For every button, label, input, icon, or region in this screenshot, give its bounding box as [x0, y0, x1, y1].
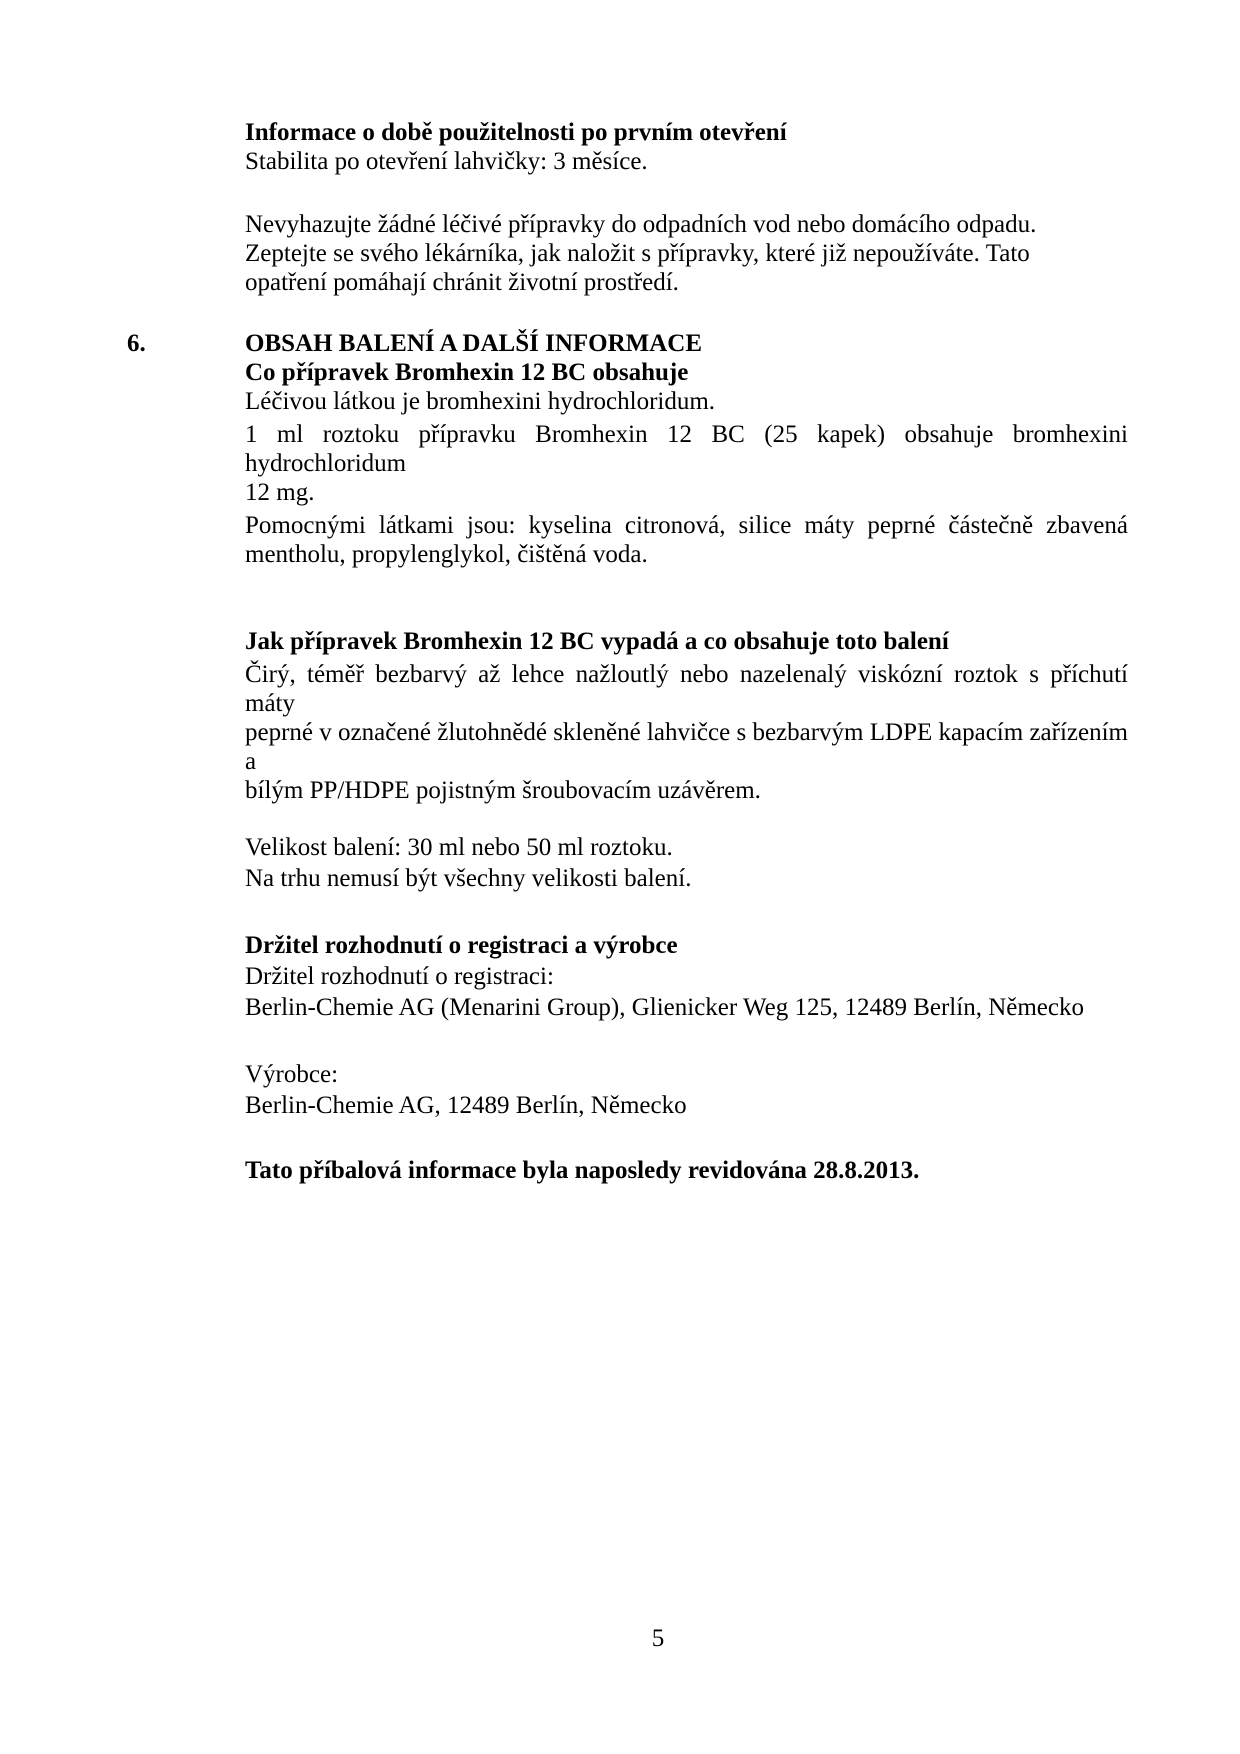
- section-6-heading-row: [127, 329, 1128, 358]
- disposal-line: Zeptejte se svého lékárníka, jak naložit s přípravky, které již nepoužíváte. Tato: [245, 240, 1030, 267]
- strength-line: 1 ml roztoku přípravku Bromhexin 12 BC (25 kapek) obsahuje bromhexini hydrochloridum: [245, 421, 1128, 477]
- manufacturer-label: Výrobce:: [245, 1061, 339, 1088]
- appearance-line: Čirý, téměř bezbarvý až lehce nažloutlý nebo nazelenalý viskózní roztok s příchutí máty: [245, 661, 1128, 717]
- appearance-line: bílým PP/HDPE pojistným šroubovacím uzávěrem.: [245, 777, 761, 804]
- page-number: 5: [651, 1625, 665, 1652]
- appearance-heading: Jak přípravek Bromhexin 12 BC vypadá a co obsahuje toto balení: [245, 628, 949, 655]
- appearance-line: peprné v označené žlutohnědé skleněné lahvičce s bezbarvým LDPE kapacím zařízením a: [245, 719, 1128, 775]
- disposal-paragraph: [245, 210, 1128, 297]
- strength-line: 12 mg.: [245, 479, 315, 506]
- registration-holder-label: Držitel rozhodnutí o registraci:: [245, 963, 554, 990]
- manufacturer-value: Berlin-Chemie AG, 12489 Berlín, Německo: [245, 1092, 687, 1119]
- active-substance-text: Léčivou látkou je bromhexini hydrochloridum.: [245, 388, 716, 415]
- section-6-title: OBSAH BALENÍ A DALŠÍ INFORMACE: [245, 330, 703, 357]
- shelf-life-stability-text: Stabilita po otevření lahvičky: 3 měsíce.: [245, 148, 648, 175]
- registration-heading: Držitel rozhodnutí o registraci a výrobce: [245, 932, 678, 959]
- pack-size-text: Velikost balení: 30 ml nebo 50 ml roztoku.: [245, 834, 673, 861]
- shelf-life-heading: Informace o době použitelnosti po prvním otevření: [245, 119, 787, 146]
- composition-heading: Co přípravek Bromhexin 12 BC obsahuje: [245, 359, 689, 386]
- market-note-text: Na trhu nemusí být všechny velikosti balení.: [245, 865, 692, 892]
- disposal-line: opatření pomáhají chránit životní prostředí.: [245, 269, 679, 296]
- disposal-line: Nevyhazujte žádné léčivé přípravky do odpadních vod nebo domácího odpadu.: [245, 211, 1037, 238]
- excipients-paragraph: [245, 511, 1128, 569]
- appearance-paragraph: [245, 660, 1128, 805]
- revision-date-text: Tato příbalová informace byla naposledy revidována 28.8.2013.: [245, 1157, 920, 1184]
- section-6-number: 6.: [127, 330, 146, 357]
- excipients-line: Pomocnými látkami jsou: kyselina citronová, silice máty peprné částečně zbavená: [245, 512, 1128, 539]
- registration-holder-value: Berlin-Chemie AG (Menarini Group), Glienicker Weg 125, 12489 Berlín, Německo: [245, 994, 1084, 1021]
- strength-paragraph: [245, 420, 1128, 507]
- excipients-line: mentholu, propylenglykol, čištěná voda.: [245, 541, 648, 568]
